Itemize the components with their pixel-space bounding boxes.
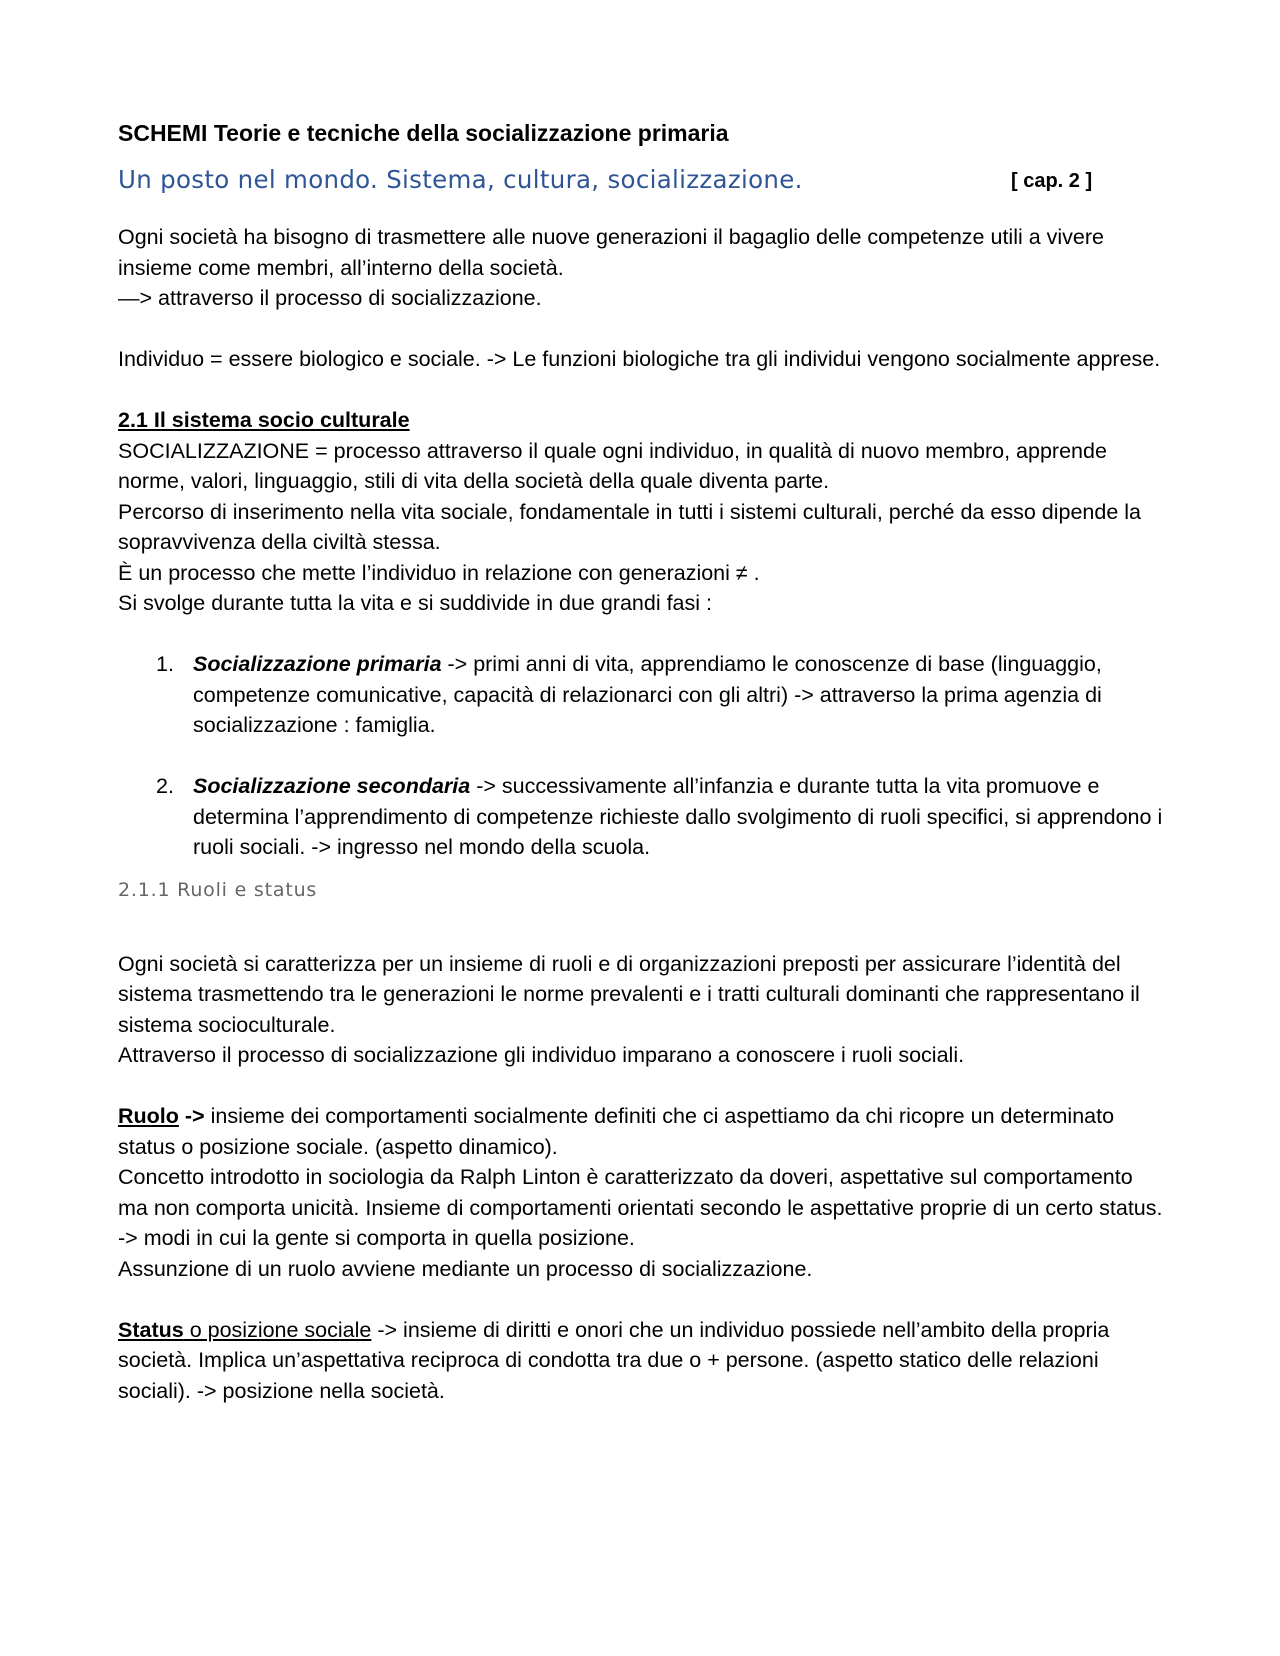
list-number: 2. [156,774,174,798]
ruolo-paragraph-3: Assunzione di un ruolo avviene mediante un processo di socializzazione. [118,1256,813,1281]
ruolo-block [118,1101,1168,1284]
list-item [118,649,1168,741]
status-block [118,1315,1168,1407]
ruolo-definition [118,1101,1168,1162]
intro-line-2: —> attraverso il processo di socializzazione. [118,286,542,310]
list-text: -> primi anni di vita, apprendiamo le conoscenze di base (linguaggio, competenze comunicative, capacità di relazionarci con gli altri) -> attraverso la prima agenzia di socializzazione : famiglia. [193,652,1102,737]
section-2-1-1 [118,949,1168,1071]
ruolo-paragraph-2: Concetto introdotto in sociologia da Ralph Linton è caratterizzato da doveri, aspettative sul comportamento ma non comporta unicità. Insieme di comportamenti orientati secondo le aspettative proprie di un certo status. -> modi in cui la gente si comporta in quella posizione. [118,1165,1163,1250]
fasi-paragraph: Si svolge durante tutta la vita e si suddivide in due grandi fasi : [118,591,712,615]
intro-paragraph [118,222,1168,314]
list-term: Socializzazione primaria [193,652,442,676]
list-text: -> successivamente all’infanzia e durante tutta la vita promuove e determina l’apprendimento di competenze richieste dallo svolgimento di ruoli specifici, si apprendono i ruoli sociali. -> ingresso nel mondo della scuola. [193,774,1163,859]
chapter-subtitle: Un posto nel mondo. Sistema, cultura, socializzazione. [118,165,803,194]
section-2-1-heading: 2.1 Il sistema socio culturale [118,408,410,432]
status-term: Status [118,1317,184,1342]
section-2-1-1-heading: 2.1.1 Ruoli e status [118,878,318,901]
processo-paragraph: È un processo che mette l’individuo in relazione con generazioni ≠ . [118,560,760,585]
ruolo-term: Ruolo [118,1104,179,1128]
document-title: SCHEMI Teorie e tecniche della socializzazione primaria [118,120,729,146]
status-term-rest: o posizione sociale [183,1317,372,1342]
individuo-paragraph: Individuo = essere biologico e sociale. -> Le funzioni biologiche tra gli individui vengono socialmente apprese. [118,347,1161,371]
section-2-1 [118,405,1168,863]
list-item [118,771,1168,863]
phases-list [118,649,1168,863]
list-number: 1. [156,652,174,676]
intro-line-1: Ogni società ha bisogno di trasmettere alle nuove generazioni il bagaglio delle competenze utili a vivere insieme come membri, all’interno della società. [118,225,1105,280]
ruolo-arrow: -> [178,1104,205,1128]
ruolo-text: insieme dei comportamenti socialmente definiti che ci aspettiamo da chi ricopre un determinato status o posizione sociale. (aspetto dinamico). [118,1104,1115,1159]
socializzazione-definition: SOCIALIZZAZIONE = processo attraverso il quale ogni individuo, in qualità di nuovo membro, apprende norme, valori, linguaggio, stili di vita della società della quale diventa parte. [118,438,1107,493]
ruoli-paragraph: Ogni società si caratterizza per un insieme di ruoli e di organizzazioni preposti per assicurare l’identità del sistema trasmettendo tra le generazioni le norme prevalenti e i tratti culturali dominanti che rappresentano il sistema socioculturale. [118,951,1140,1037]
chapter-tag: [ cap. 2 ] [1011,170,1093,192]
percorso-paragraph: Percorso di inserimento nella vita sociale, fondamentale in tutti i sistemi culturali, perché da esso dipende la sopravvivenza della civiltà stessa. [118,499,1141,554]
status-text: -> insieme di diritti e onori che un individuo possiede nell’ambito della propria società. Implica un’aspettativa reciproca di condotta tra due o + persone. (aspetto statico delle relazioni sociali). -> posizione nella società. [118,1317,1110,1403]
status-definition [118,1315,1168,1407]
list-term: Socializzazione secondaria [193,774,471,798]
document-page [118,118,1168,1406]
ruoli-paragraph-2: Attraverso il processo di socializzazione gli individuo imparano a conoscere i ruoli sociali. [118,1043,965,1067]
subtitle-row [118,162,1168,204]
